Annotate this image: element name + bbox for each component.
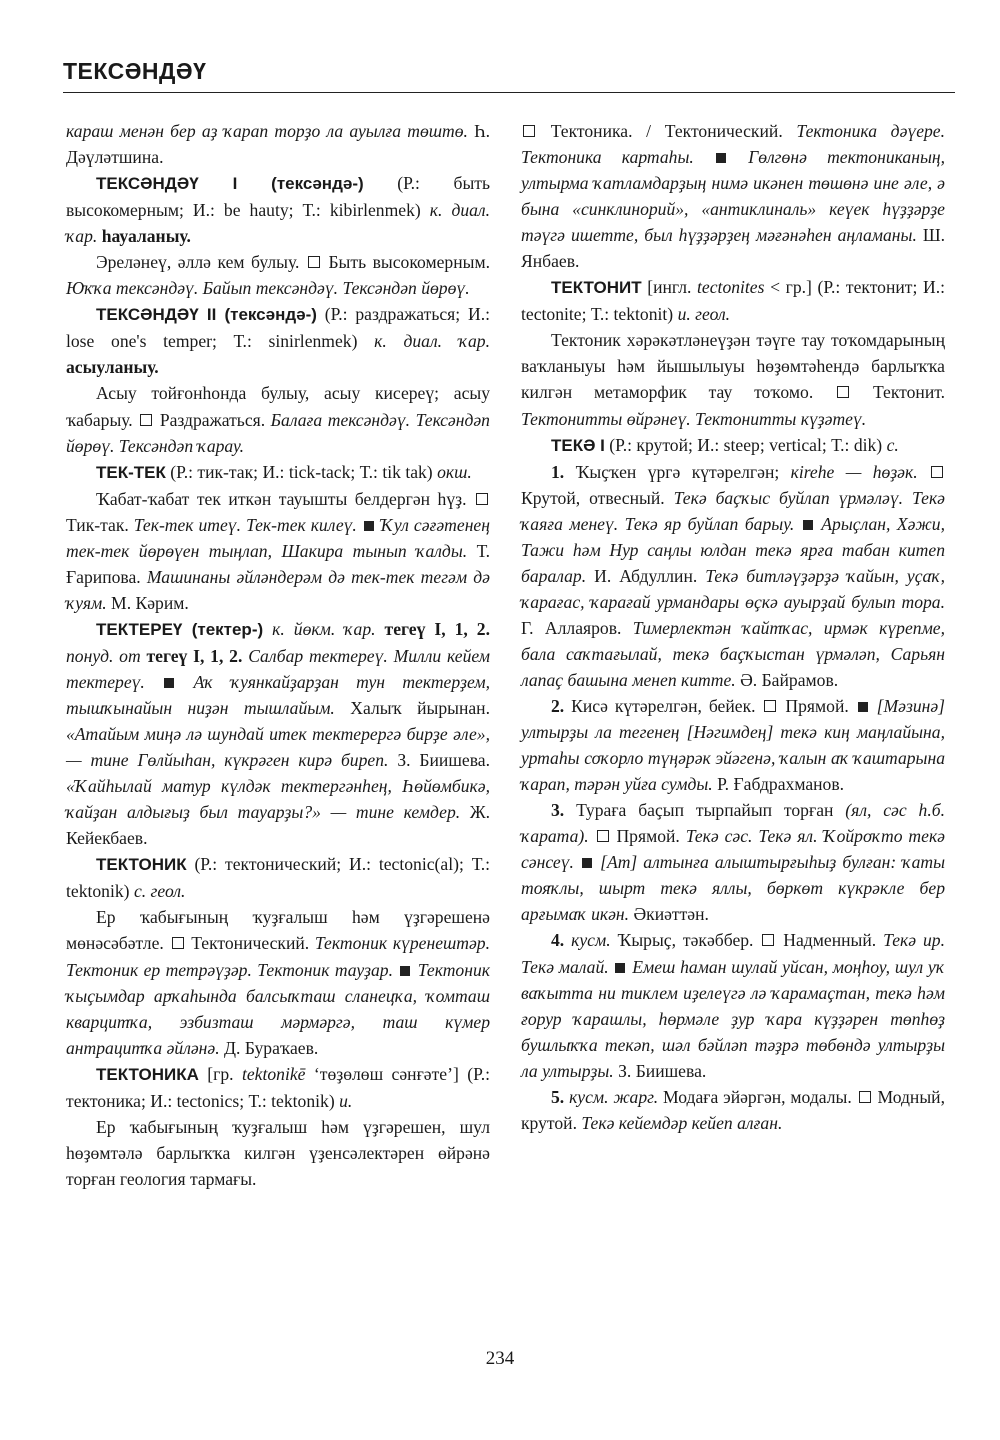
sense: 1. Ҡыҫҡен үргә күтәрелгән; кireһе — һөҙәк. Крутой, отвесный. Текә баҫҡыс буйлап үрмәләү. Текә ҡаяға менеү. Текә яр буйлап барыу. Арыҫлан, Хәжи, Тажи һәм Нур саңлы юлдан текә ярға табан китеп баралар. И. Абдуллин. Текә битләүҙәрҙә ҡайын, уҫаҡ, ҡарағас, ҡарағай урмандары өҫкә ауырҙай булып тора. Г. Аллаяров. Тимерлектән ҡайтҡас, ирмәк күрепме, бала саҡтағылай, текә баҫҡыстан үрмәләп, Сарьян лапаҫ башына менеп китте. Ә. Байрамов. — [521, 461, 946, 690]
left-column — [66, 118, 490, 1192]
usage-examples: Тектонитты өйрәнеү. Тектонитты күҙәтеү. — [521, 408, 867, 429]
cross-reference: һауаланыу. — [101, 226, 191, 247]
usage-examples: Текә сәс. Текә ял. Ҡойроҡто текә сәнсеү. — [521, 826, 945, 873]
etymology: [гр. tektonikē ‘төҙөлөш сәнғәте’] — [207, 1063, 459, 1084]
literary-quote-icon — [858, 702, 868, 712]
cross-reference: асыуланыу. — [66, 357, 159, 378]
cross-reference: тегеү I, 1, 2. — [384, 618, 491, 639]
sense: 5. кусм. жарг. Модаға эйәргән, модалы. Модный, крутой. Текә кейемдәр кейеп алған. — [521, 1086, 945, 1133]
author: Ж. Кейекбаев. — [66, 802, 491, 849]
russian-equivalent: Быть высокомерным. — [328, 252, 490, 273]
right-column — [521, 118, 945, 1136]
definition: Эреләнеү, әллә кем булыу. Быть высокомерным. Юҡҡа тексәндәү. Байып тексәндәү. Тексәндәп йөрөү. — [66, 252, 490, 299]
equivalents: (Р.: быть высокомерным; И.: be hauty; Т.: kibirlenmek) — [66, 173, 490, 221]
literary-quote-icon — [615, 963, 625, 973]
grammar-label: кусм. — [571, 930, 611, 951]
example-quote: [Ат] алтынға алыштырғыһыҙ булған: ҡаты тояҡлы, шырт текә яллы, бөркөт күкрәкле бер арғымаҡ икән. — [521, 852, 945, 925]
synonym-note: кireһе — һөҙәк. — [790, 461, 918, 482]
sense-number: 4. — [551, 930, 565, 951]
etymology: [ингл. tectonites < гр.] — [647, 277, 812, 298]
sense: 4. кусм. Ҡырыҫ, тәкәббер. Надменный. Текә ир. Текә малай. Емеш һаман шулай уйсан, моңһоу, шул уҡ ваҡытта ни тиклем иҙелеүгә лә ҡарамаҫтан, текә һәм ғорур ҡарашлы, һөрмәле ҙур ҡара күҙҙәрен төпһөҙ бушлыҡҡа текәп, шәл бәйләп тәҙрә төбөндә ултырҙы ла ултырҙы. З. Биишева. — [521, 930, 945, 1081]
russian-equivalent-icon — [308, 256, 320, 268]
example-quote: «Атайым миңә лә шундай итек тектерергә бирҙе әле», — тине Гөлйыһан, күкрәген кирә биреп. — [66, 724, 490, 771]
dictionary-entry — [66, 616, 490, 851]
russian-equivalent: Раздражаться. — [159, 409, 266, 430]
usage-examples: Юҡҡа тексәндәү. Байып тексәндәү. Тексәндәп йөрөү. — [66, 278, 470, 299]
definition: Асыу тойғонһонда булыу, асыу кисереү; асыу ҡабарыу. Раздражаться. Балаға тексәндәү. Тексәндәп йөрөү. Тексәндәп ҡарау. — [66, 383, 490, 456]
equivalents: (Р.: тектонический; И.: tectonic(al); Т.: tektonik) — [66, 854, 490, 902]
example-quote: [Мәзинә] ултырҙы ла тегенең [Нәгимдең] текә киң маңлайына, уртаһы соҡорло түңәрәк эйәгенә, ҡалын аҡ ҡаштарына ҡарап, тәрән уйға сумды. — [521, 696, 945, 795]
usage-note: (ял, сәс һ.б. ҡарата). — [521, 800, 945, 847]
author: Ш. Янбаев. — [521, 225, 945, 272]
literary-quote-icon — [716, 153, 726, 163]
cross-reference: тегеү I, 1, 2. — [146, 645, 243, 666]
author: Д. Бураҡаев. — [224, 1037, 319, 1058]
usage-examples: Тек-тек итеү. Тек-тек килеү. — [133, 514, 357, 535]
headword: ТЕКТОНИКА — [96, 1064, 199, 1084]
equivalents: (Р.: тектоника; И.: tectonics; Т.: tektonik) — [66, 1063, 490, 1111]
grammar-label: с. — [886, 434, 899, 455]
russian-equivalent-icon — [764, 700, 776, 712]
usage-examples: Текә баҫҡыс буйлап үрмәләү. Текә ҡаяға менеү. Текә яр буйлап барыу. — [521, 487, 945, 534]
author: М. Кәрим. — [111, 592, 189, 613]
usage-examples: Тектоник күренештәр. Тектоник ер тетрәүҙәр. Тектоник тауҙар. — [66, 933, 490, 980]
russian-equivalent-icon — [523, 125, 535, 137]
russian-equivalent-icon — [597, 830, 609, 842]
usage-examples: Тектоника дәүере. Тектоника картаһы. — [521, 121, 946, 168]
headword: ТЕКӘ I — [551, 435, 605, 455]
grammar-label: к. диал. ҡар. — [374, 331, 490, 352]
headword: ТЕКТОНИТ — [551, 278, 642, 298]
grammar-label: с. геол. — [133, 881, 186, 902]
grammar-label: кусм. жарг. — [569, 1086, 659, 1107]
example-quote: караш менән бер аҙ ҡарап торҙо ла ауылға төштө. — [66, 121, 468, 141]
dictionary-entry — [521, 432, 945, 459]
author: Халыҡ йырынан. — [350, 698, 490, 719]
dictionary-entry — [66, 459, 490, 486]
russian-equivalent: Модный, крутой. — [521, 1086, 945, 1133]
grammar-label: к. йөкм. ҡар. — [272, 618, 376, 639]
definition: Тектоник хәрәкәтләнеүҙән тәүге тау тоҡомдарының ваҡланыуы һәм йышылыуы һөҙөмтәһендә барлыҡҡа килгән метаморфик тау тоҡомо. Тектонит. Тектонитты өйрәнеү. Тектонитты күҙәтеү. — [521, 330, 946, 429]
headword: ТЕКСӘНДӘҮ I (тексәндә-) — [96, 174, 364, 194]
sense: 2. Кисә күтәрелгән, бейек. Прямой. [Мәзинә] ултырҙы ла тегенең [Нәгимдең] текә киң маңлайына, уртаһы соҡорло түңәрәк эйәгенә, ҡалын аҡ ҡаштарына ҡарап, тәрән уйға сумды. Р. Ғабдрахманов. — [521, 696, 945, 795]
usage-examples: Салбар тектереү. Милли кейем тектереү. — [66, 645, 490, 692]
author: Һ. Дәүләтшина. — [66, 121, 491, 168]
example-quote: «Ҡайһылай матур күлдәк тектергәнһең, Һөйөмбикә, ҡайҙан алдығыҙ был тауарҙы?» — тине кемдер. — [66, 776, 490, 823]
headword: ТЕК-ТЕК — [96, 462, 166, 482]
author: Әкиәттән. — [633, 904, 709, 925]
russian-equivalent: Тектонит. — [872, 382, 946, 403]
example-quote: Тектоник ҡыҫымдар арҡаһында балсыҡташ сланецҡа, ҡомташ кварцитҡа, эзбизташ мәрмәргә, таш күмер антрацитҡа әйләнә. — [66, 959, 490, 1058]
author: И. Абдуллин. — [594, 565, 698, 586]
russian-equivalent-icon — [476, 493, 488, 505]
dictionary-entry — [66, 1061, 490, 1114]
equivalents: (Р.: крутой; И.: steep; vertical; Т.: dik) — [609, 434, 883, 455]
example-quote: Арыҫлан, Хәжи, Тажи һәм Нур саңлы юлдан текә ярға табан китеп баралар. — [521, 513, 945, 586]
grammar-label: понуд. от — [66, 645, 141, 666]
example-quote: Машинаны әйләндерәм дә тек-тек тегәм дә ҡуям. — [66, 566, 490, 613]
russian-equivalent: Крутой, отвесный. — [521, 487, 665, 508]
author: Р. Ғабдрахманов. — [717, 774, 845, 795]
literary-quote-icon — [803, 520, 813, 530]
grammar-label: к. диал. ҡар. — [66, 200, 491, 247]
definition: Ҡабат-ҡабат тек иткән тауышты белдергән һүҙ. Тик-так. Тек-тек итеү. Тек-тек килеү. Ҡул сәғәтенең тек-тек йөрөүен тыңлап, Шакира тынып ҡалды. Т. Ғарипова. Машинаны әйләндерәм дә тек-тек тегәм дә ҡуям. М. Кәрим. — [66, 488, 490, 613]
russian-equivalent-icon — [859, 1091, 871, 1103]
russian-equivalent: Тектоника. / Тектонический. — [550, 121, 783, 141]
example-quote: Гөлгөнә тектониканың, ултырма ҡатламдарҙың нимә икәнен төшөнә ине әле, ә бына «синклинорий», «антиклиналь» кеүек һүҙҙәрҙе тәүгә ишетте, был һүҙҙәрҙең мәғәнәһен аңламаны. — [521, 147, 945, 246]
equivalents: (Р.: раздражаться; И.: lose one's temper; Т.: sinirlenmek) — [66, 304, 490, 352]
russian-equivalent-icon — [172, 937, 184, 949]
sense-number: 3. — [551, 800, 565, 821]
entry-continuation — [66, 118, 490, 170]
definition: Ер ҡабығының ҡуҙғалыш һәм үҙгәрешен, шул һөҙөмтәлә барлыҡҡа килгән үҙенсәлектәрен өйрәнә торған геология тармағы. — [66, 1116, 490, 1189]
russian-equivalent: Тик-так. — [66, 514, 129, 535]
sense-number: 1. — [551, 461, 565, 482]
header-rule — [63, 92, 955, 93]
usage-examples: Текә кейемдәр кейеп алған. — [581, 1112, 783, 1133]
sense-number: 5. — [551, 1086, 565, 1107]
headword: ТЕКТОНИК — [96, 855, 187, 875]
grammar-label: окш. — [437, 461, 472, 482]
dictionary-entry — [66, 301, 490, 380]
running-head: ТЕКСӘНДӘҮ — [63, 58, 207, 84]
dictionary-entry — [66, 170, 490, 249]
author: З. Биишева. — [397, 750, 490, 771]
example-quote: Аҡ ҡуянкайҙарҙан тун тектерҙем, тышҡынайын ниҙән тышлайым. — [66, 671, 491, 719]
example-quote: Тимерлектән ҡайтҡас, ирмәк күрепме, бала саҡтағылай, текә баҫҡыстан үрмәләп, Сарьян лапаҫ башына менеп китте. — [521, 617, 946, 690]
dictionary-entry — [66, 851, 490, 904]
russian-equivalent-icon — [140, 414, 152, 426]
example-quote: Емеш һаман шулай уйсан, моңһоу, шул уҡ ваҡытта ни тиклем иҙелеүгә лә ҡарамаҫтан, текә һәм ғорур ҡарашлы, һөрмәле ҙур ҡара күҙҙәрен төпһөҙ бушлыҡҡа текәп, шәл бәйләп тәҙрә төбөндә ултырҙы ла ултырҙы. — [521, 956, 945, 1081]
example-quote: Текә битләүҙәрҙә ҡайын, уҫаҡ, ҡарағас, ҡарағай урмандары өҫкә ауырҙай булып тора. — [521, 565, 945, 612]
dictionary-entry — [521, 274, 945, 327]
author: Г. Аллаяров. — [521, 617, 622, 638]
example-quote: Ҡул сәғәтенең тек-тек йөрөүен тыңлап, Шакира тынып ҡалды. — [66, 514, 490, 561]
literary-quote-icon — [400, 966, 410, 976]
definition: Ер ҡабығының ҡуҙғалыш һәм үҙгәрешенә мөнәсәбәтле. Тектонический. Тектоник күренештәр. Тектоник ер тетрәүҙәр. Тектоник тауҙар. Тектоник ҡыҫымдар арҡаһында балсыҡташ сланецҡа, ҡомташ кварцитҡа, эзбизташ мәрмәргә, таш күмер антрацитҡа әйләнә. Д. Бураҡаев. — [66, 907, 490, 1058]
literary-quote-icon — [164, 678, 174, 688]
usage-examples: Текә ир. Текә малай. — [521, 930, 945, 977]
author: Т. Ғарипова. — [66, 540, 490, 587]
entry-continuation — [521, 118, 945, 274]
russian-equivalent: Прямой. — [785, 696, 849, 717]
russian-equivalent: Тектонический. — [191, 933, 310, 954]
russian-equivalent: Прямой. — [616, 826, 680, 847]
russian-equivalent: Надменный. — [783, 930, 877, 951]
author: Ә. Байрамов. — [740, 669, 839, 690]
grammar-label: и. геол. — [677, 304, 731, 325]
usage-examples: Балаға тексәндәү. Тексәндәп йөрөү. Тексәндәп ҡарау. — [66, 409, 490, 456]
russian-equivalent-icon — [931, 466, 943, 478]
headword: ТЕКТЕРЕҮ (тектер-) — [96, 619, 264, 639]
russian-equivalent-icon — [762, 934, 774, 946]
russian-equivalent-icon — [837, 386, 849, 398]
equivalents: (Р.: тик-так; И.: tick-tack; Т.: tik tak) — [170, 461, 433, 482]
literary-quote-icon — [582, 858, 592, 868]
page-number: 234 — [485, 1348, 515, 1369]
equivalents: (Р.: тектонит; И.: tectonite; Т.: tektonit) — [521, 277, 945, 325]
grammar-label: и. — [339, 1090, 353, 1111]
author: З. Биишева. — [618, 1060, 707, 1081]
literary-quote-icon — [364, 521, 374, 531]
sense-number: 2. — [551, 696, 565, 717]
headword: ТЕКСӘНДӘҮ II (тексәндә-) — [96, 305, 317, 325]
sense: 3. Тураға баҫып тырпайып торған (ял, сәс һ.б. ҡарата). Прямой. Текә сәс. Текә ял. Ҡойроҡто текә сәнсеү. [Ат] алтынға алыштырғыһыҙ булған: ҡаты тояҡлы, шырт текә яллы, бөркөт күкрәкле бер арғымаҡ икән. Әкиәттән. — [521, 800, 945, 925]
